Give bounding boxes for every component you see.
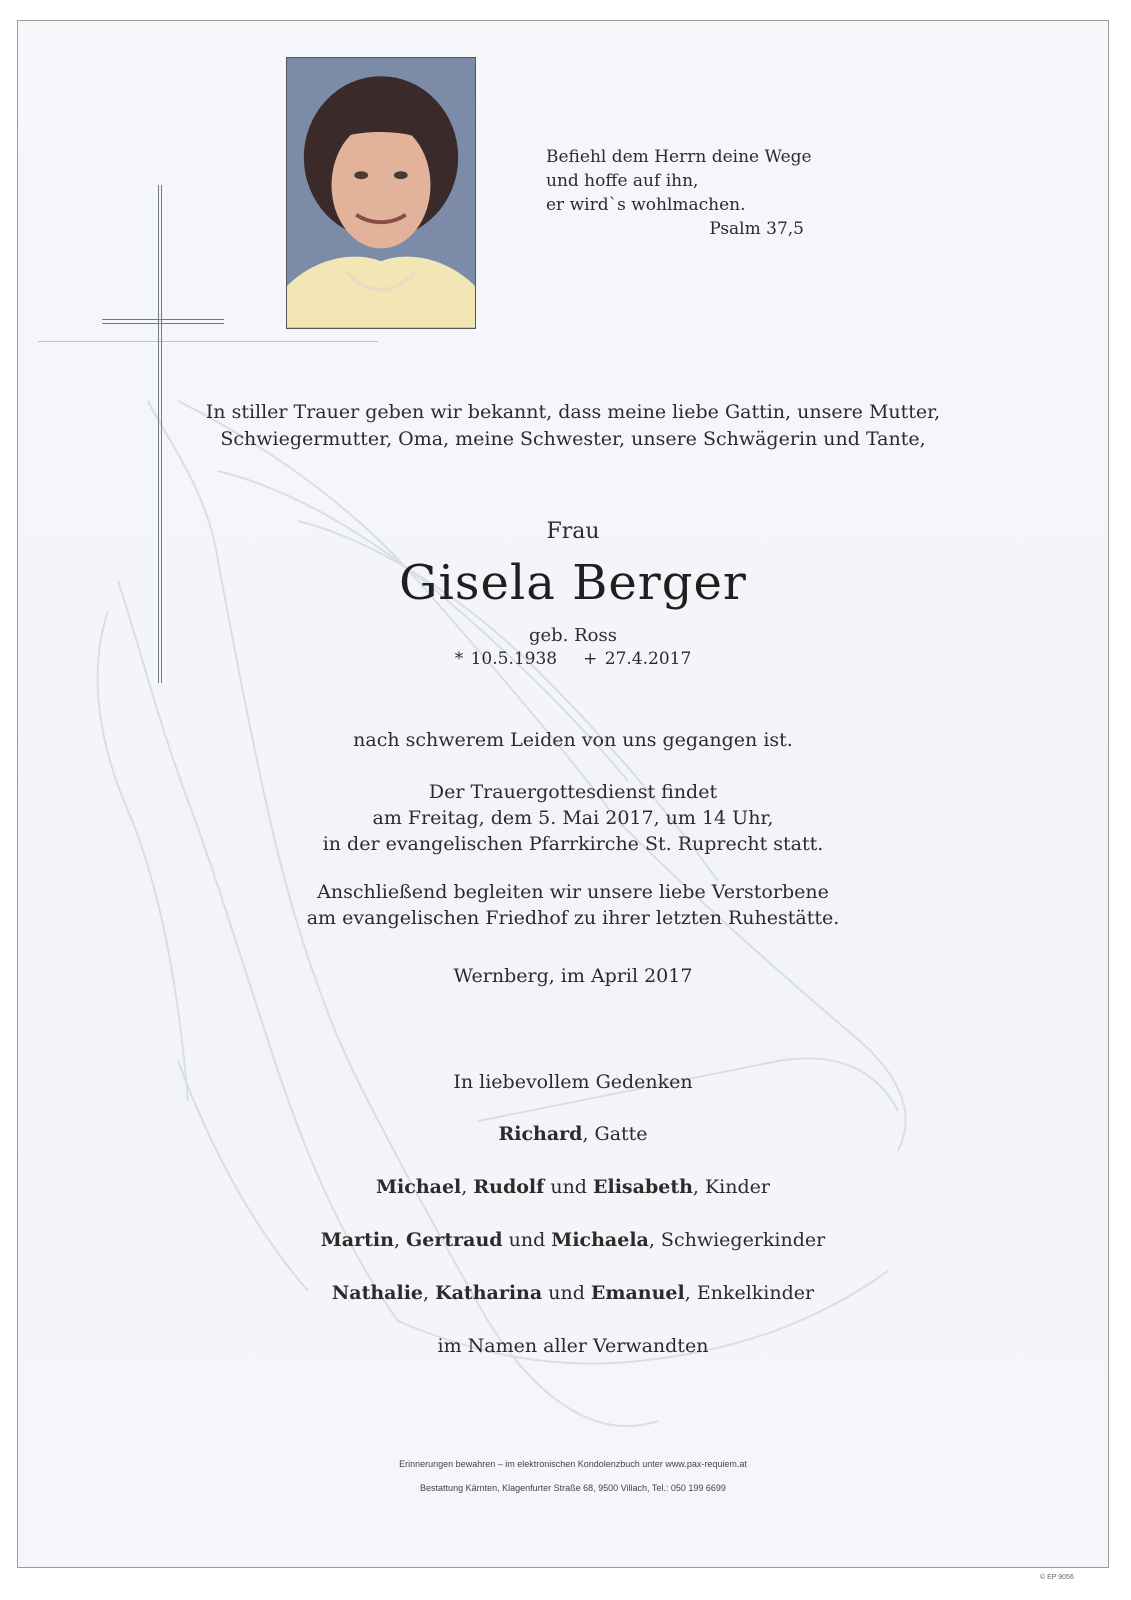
family-in-laws xyxy=(188,1229,958,1251)
grandchild-name: Emanuel xyxy=(590,1282,685,1304)
quote-line: und hoffe auf ihn, xyxy=(546,171,699,191)
in-law-name: Gertraud xyxy=(406,1229,503,1251)
in-laws-relation: , Schwiegerkinder xyxy=(648,1229,826,1251)
intro-line-2: Schwiegermutter, Oma, meine Schwester, unsere Schwägerin und Tante, xyxy=(220,428,926,450)
family-children xyxy=(188,1176,958,1198)
child-name: Rudolf xyxy=(473,1176,545,1198)
separator: , xyxy=(423,1282,436,1304)
service-line-3: in der evangelischen Pfarrkirche St. Ruprecht statt. xyxy=(322,833,824,855)
quote-line: Befiehl dem Herrn deine Wege xyxy=(546,147,812,167)
intro-line-1: In stiller Trauer geben wir bekannt, dass meine liebe Gattin, unsere Mutter, xyxy=(205,401,941,423)
quote-reference: Psalm 37,5 xyxy=(709,219,804,239)
in-law-name: Michaela xyxy=(551,1229,649,1251)
family-closing: im Namen aller Verwandten xyxy=(437,1335,709,1357)
spouse-name: Richard xyxy=(498,1123,583,1145)
deceased-title: Frau xyxy=(546,519,600,544)
service-info xyxy=(188,779,958,857)
family-grandchildren xyxy=(188,1282,958,1304)
in-law-name: Martin xyxy=(320,1229,394,1251)
place-date: Wernberg, im April 2017 xyxy=(453,965,693,987)
passing-text: nach schwerem Leiden von uns gegangen ist. xyxy=(353,729,793,751)
grandchild-name: Nathalie xyxy=(331,1282,423,1304)
memory-line: In liebevollem Gedenken xyxy=(453,1071,693,1093)
family-spouse xyxy=(188,1123,958,1145)
separator: , xyxy=(393,1229,407,1251)
death-date: + 27.4.2017 xyxy=(583,649,692,669)
burial-info xyxy=(188,879,958,931)
separator: und xyxy=(502,1229,552,1251)
footer-address: Bestattung Kärnten, Klagenfurter Straße 68, 9500 Villach, Tel.: 050 199 6699 xyxy=(420,1483,726,1493)
born-name: geb. Ross xyxy=(528,625,617,646)
separator: und xyxy=(544,1176,594,1198)
separator: und xyxy=(542,1282,591,1304)
footer-condolence: Erinnerungen bewahren – im elektronischen Kondolenzbuch unter www.pax-requiem.at xyxy=(399,1459,747,1469)
portrait-image xyxy=(287,58,475,328)
print-code: © EP 9056 xyxy=(1040,1574,1074,1581)
grandchild-name: Katharina xyxy=(435,1282,543,1304)
service-line-2: am Freitag, dem 5. Mai 2017, um 14 Uhr, xyxy=(372,807,774,829)
cross-vertical-icon xyxy=(158,185,162,683)
portrait-photo xyxy=(286,57,476,329)
life-dates xyxy=(188,649,958,669)
child-name: Michael xyxy=(376,1176,462,1198)
service-line-1: Der Trauergottesdienst findet xyxy=(428,781,718,803)
spouse-relation: , Gatte xyxy=(582,1123,648,1145)
children-relation: , Kinder xyxy=(692,1176,770,1198)
psalm-quote xyxy=(546,145,826,241)
child-name: Elisabeth xyxy=(593,1176,693,1198)
birth-date: * 10.5.1938 xyxy=(454,649,558,669)
burial-line-1: Anschließend begleiten wir unsere liebe Verstorbene xyxy=(317,881,829,903)
quote-line: er wird`s wohlmachen. xyxy=(546,195,746,215)
obituary-sheet xyxy=(17,20,1109,1568)
deceased-name: Gisela Berger xyxy=(399,555,747,611)
grandchildren-relation: , Enkelkinder xyxy=(684,1282,815,1304)
cross-shadow-line xyxy=(38,341,378,342)
intro-text xyxy=(188,399,958,453)
burial-line-2: am evangelischen Friedhof zu ihrer letzten Ruhestätte. xyxy=(306,907,840,929)
separator: , xyxy=(461,1176,474,1198)
cross-horizontal-icon xyxy=(102,319,224,324)
